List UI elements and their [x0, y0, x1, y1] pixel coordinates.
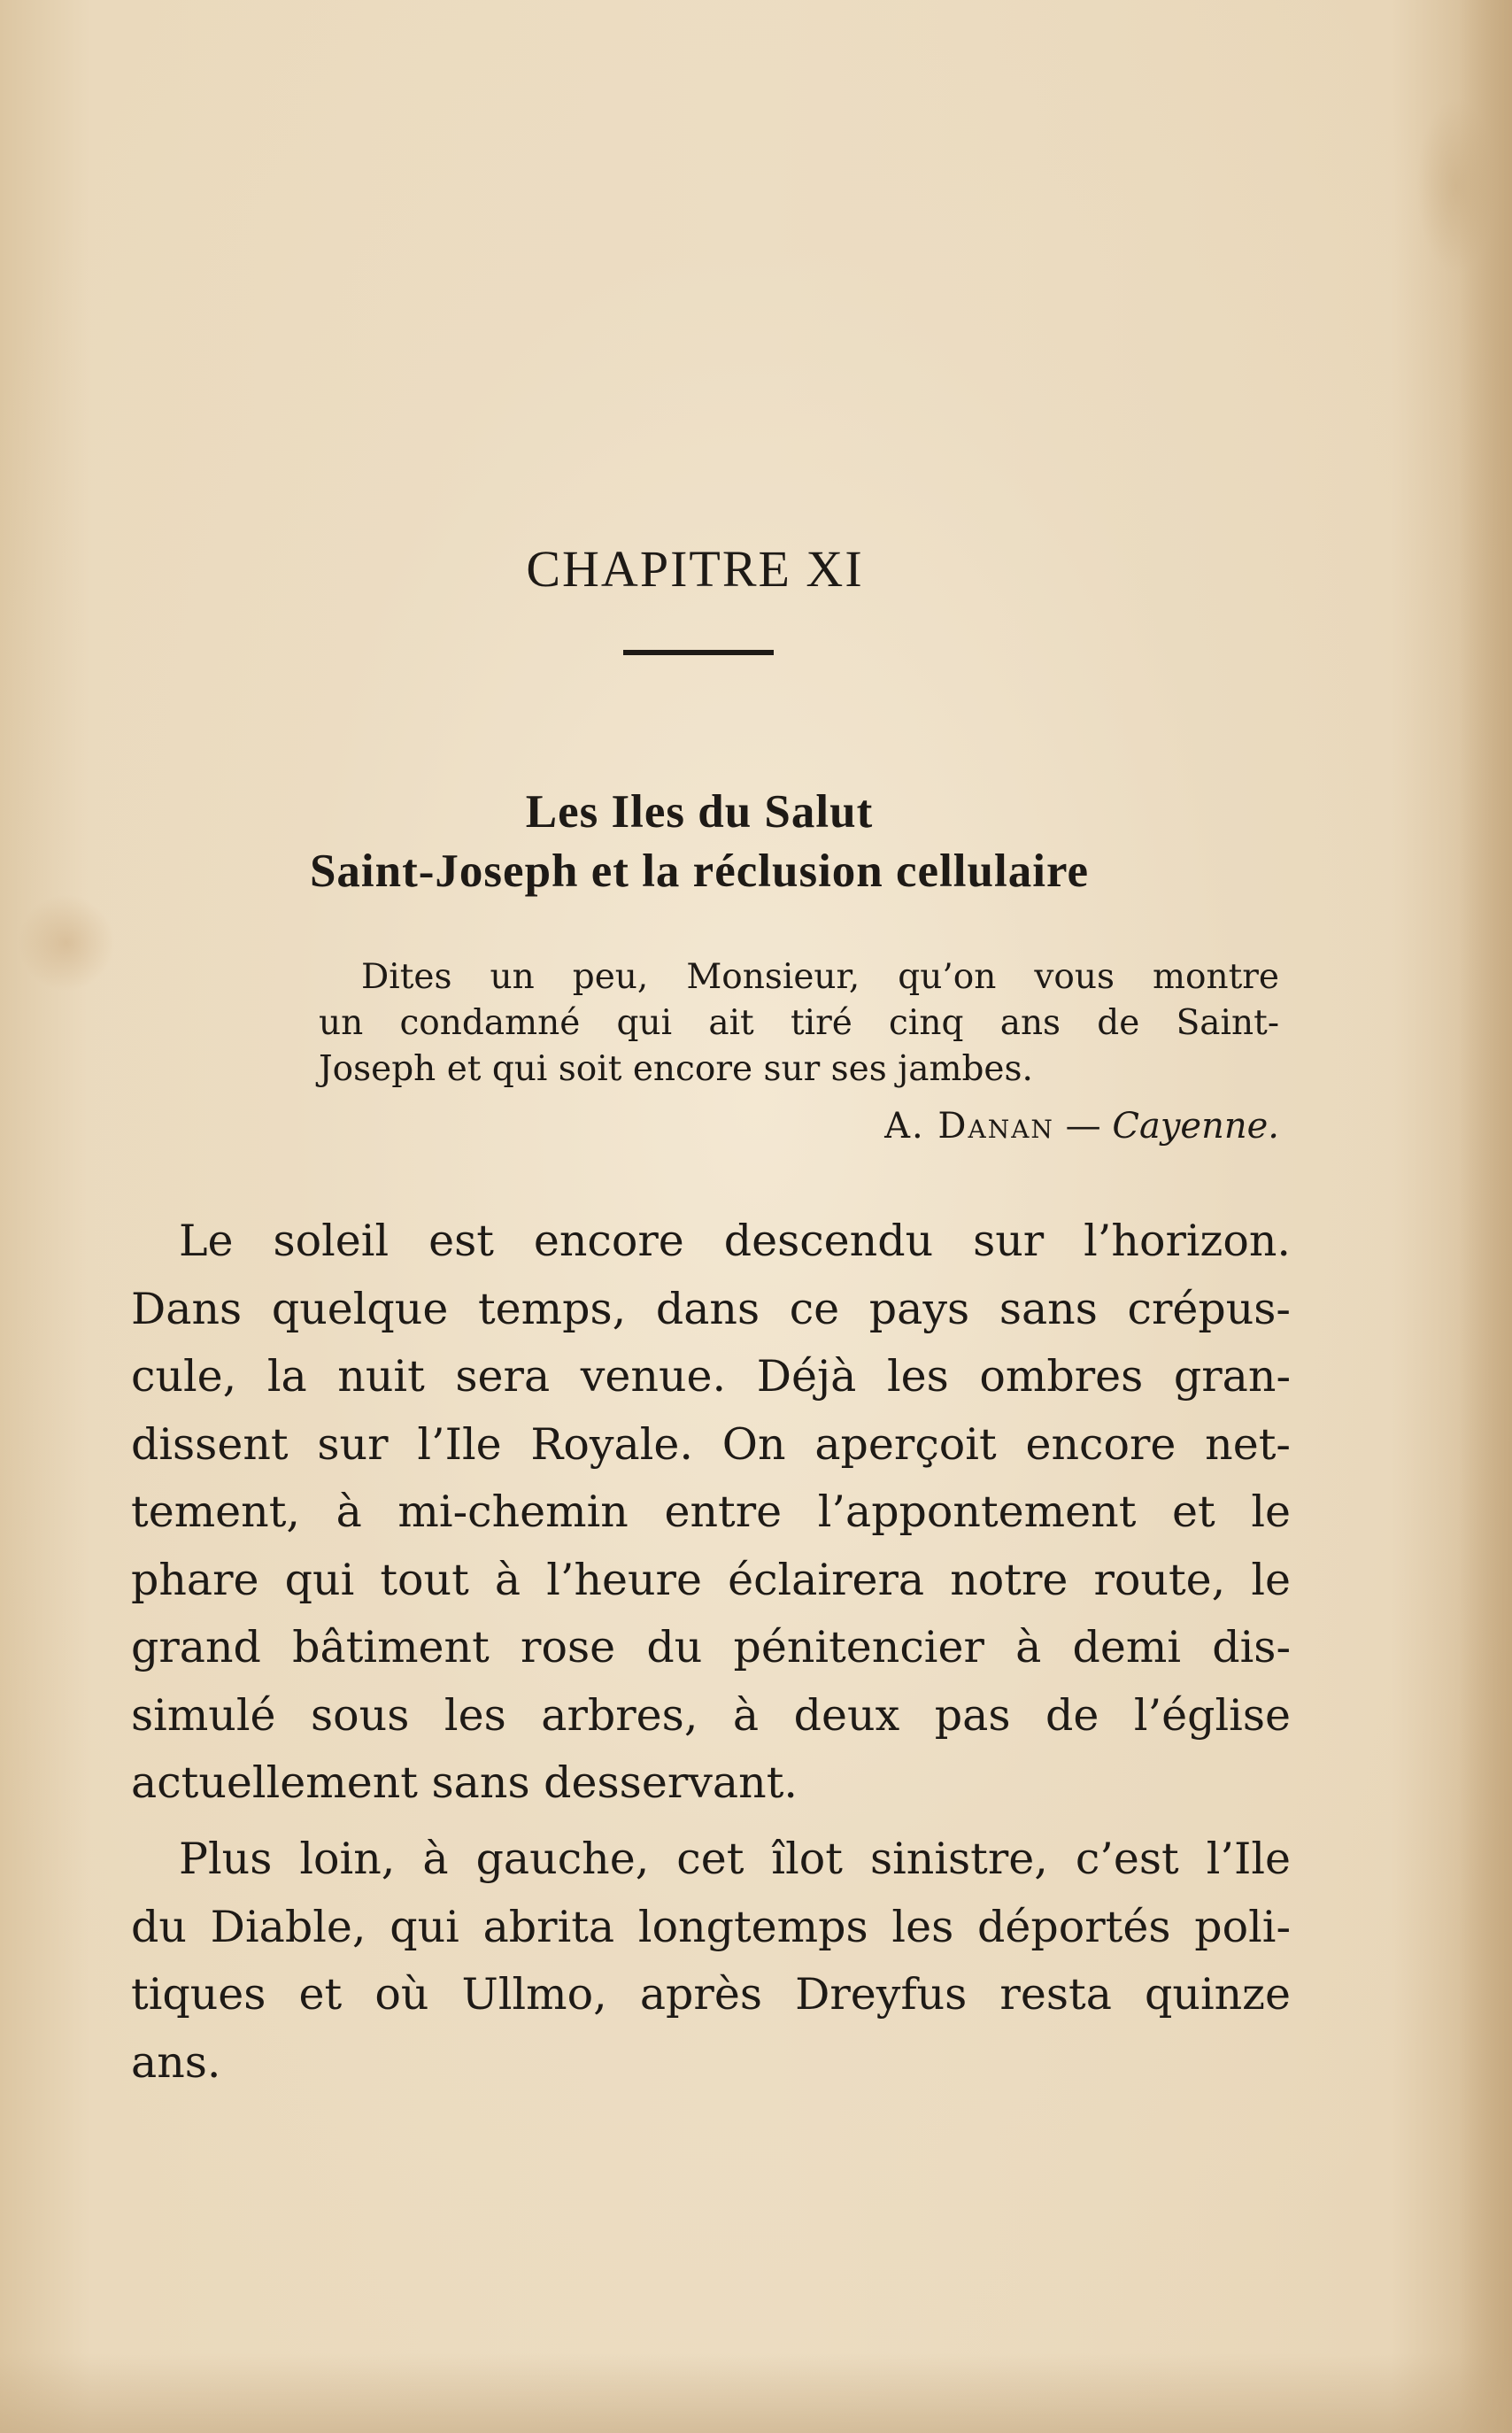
chapter-heading: CHAPITRE XI: [526, 540, 864, 598]
chapter-title: [0, 783, 1399, 901]
paragraph-1: [131, 1208, 1291, 1818]
paragraph-line: phare qui tout à l’heure éclairera notre route, le: [131, 1554, 1291, 1605]
epigraph-author: A. Danan: [884, 1106, 1054, 1147]
page-edge-shadow-right: [1459, 0, 1512, 2433]
paragraph-line: cule, la nuit sera venue. Déjà les ombres gran-: [131, 1351, 1291, 1402]
epigraph-line: Joseph et qui soit encore sur ses jambes.: [319, 1049, 1033, 1089]
paper-stain: [18, 894, 115, 992]
chapter-title-line-2: Saint-Joseph et la réclusion cellulaire: [309, 846, 1090, 897]
paragraph-line: Le soleil est encore descendu sur l’horizon.: [179, 1216, 1291, 1266]
paragraph-line: actuellement sans desservant.: [131, 1757, 798, 1808]
paragraph-line: dissent sur l’Ile Royale. On aperçoit encore net-: [131, 1418, 1291, 1470]
paragraph-line: grand bâtiment rose du pénitencier à demi dis-: [131, 1622, 1291, 1672]
epigraph-source: Cayenne.: [1112, 1106, 1279, 1147]
paragraph-line: du Diable, qui abrita longtemps les déportés poli-: [131, 1901, 1291, 1952]
paragraph-line: simulé sous les arbres, à deux pas de l’église: [131, 1689, 1291, 1741]
paper-stain: [1416, 97, 1496, 274]
paragraph-line: Dans quelque temps, dans ce pays sans crépus-: [131, 1283, 1291, 1334]
paragraph-2: [131, 1826, 1291, 2097]
paragraph-line: tiques et où Ullmo, après Dreyfus resta quinze: [131, 1969, 1291, 2020]
paragraph-line: Plus loin, à gauche, cet îlot sinistre, c’est l’Ile: [179, 1834, 1291, 1884]
epigraph-line: un condamné qui ait tiré cinq ans de Saint-: [319, 1003, 1279, 1043]
paragraph-line: ans.: [131, 2036, 221, 2088]
chapter-title-line-1: Les Iles du Salut: [525, 786, 874, 838]
epigraph-attribution: [319, 1103, 1279, 1149]
epigraph-separator: —: [1065, 1106, 1101, 1147]
chapter-rule: [623, 650, 774, 655]
page-edge-shadow-bottom: [0, 2353, 1512, 2433]
epigraph-line: Dites un peu, Monsieur, qu’on vous montre: [361, 957, 1279, 997]
paragraph-line: tement, à mi-chemin entre l’appontement et le: [131, 1487, 1291, 1537]
epigraph: [319, 954, 1279, 1093]
